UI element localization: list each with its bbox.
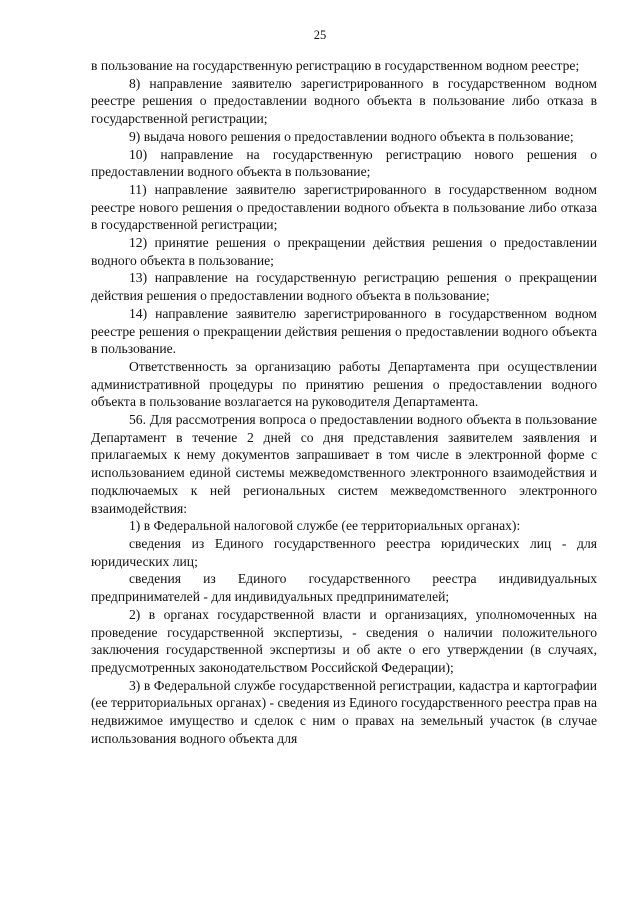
- paragraph-continuation: в пользование на государственную регистрацию в государственном водном реестре;: [91, 58, 580, 73]
- page-number: 25: [313, 28, 327, 42]
- sub-item-1: 1) в Федеральной налоговой службе (ее территориальных органах):: [129, 518, 521, 534]
- legal-entities-paragraph: сведения из Единого государственного реестра юридических лиц - для юридических лиц;: [91, 535, 597, 569]
- clause-56-paragraph: 56. Для рассмотрения вопроса о предоставлении водного объекта в пользование Департамент в течение 2 дней со дня представления заявителем заявления и прилагаемых к нему документов запрашивает в том числе в электронной форме с использованием единой системы межведомственного электронного взаимодействия и подключаемых к ней региональных систем межведомственного электронного взаимодействия:: [91, 412, 597, 516]
- sub-item-3: 3) в Федеральной службе государственной регистрации, кадастра и картографии (ее территориальных органах) - сведения из Единого государственного реестра прав на недвижимое имущество и сделок с ним о правах на земельный участок (в случае использования водного объекта для: [91, 677, 597, 746]
- sub-item-2: 2) в органах государственной власти и организациях, уполномоченных на проведение государственной экспертизы, - сведения о наличии положительного заключения государственной экспертизы и об акте о его утверждении (в случаях, предусмотренных законодательством Российской Федерации);: [91, 606, 597, 675]
- responsibility-paragraph: Ответственность за организацию работы Департамента при осуществлении административной процедуры по принятию решения о предоставлении водного объекта в пользование возлагается на руководителя Департамента.: [91, 358, 597, 410]
- list-item-10: 10) направление на государственную регистрацию нового решения о предоставлении водного объекта в пользование;: [91, 146, 597, 180]
- list-item-11: 11) направление заявителю зарегистрированного в государственном водном реестре нового решения о предоставлении водного объекта в пользование либо отказа в государственной регистрации;: [91, 181, 597, 233]
- list-item-13: 13) направление на государственную регистрацию решения о прекращении действия решения о предоставлении водного объекта в пользование;: [91, 270, 597, 304]
- document-body: [91, 57, 597, 747]
- entrepreneurs-paragraph: сведения из Единого государственного реестра индивидуальных предпринимателей - для индивидуальных предпринимателей;: [91, 571, 597, 605]
- list-item-9: 9) выдача нового решения о предоставлении водного объекта в пользование;: [129, 128, 574, 144]
- list-item-12: 12) принятие решения о прекращении действия решения о предоставлении водного объекта в пользование;: [91, 235, 597, 268]
- list-item-14: 14) направление заявителю зарегистрированного в государственном водном реестре решения о прекращении действия решения о предоставлении водного объекта в пользование.: [91, 305, 597, 357]
- list-item-8: 8) направление заявителю зарегистрированного в государственном водном реестре решения о предоставлении водного объекта в пользование либо отказа в государственной регистрации;: [91, 75, 597, 127]
